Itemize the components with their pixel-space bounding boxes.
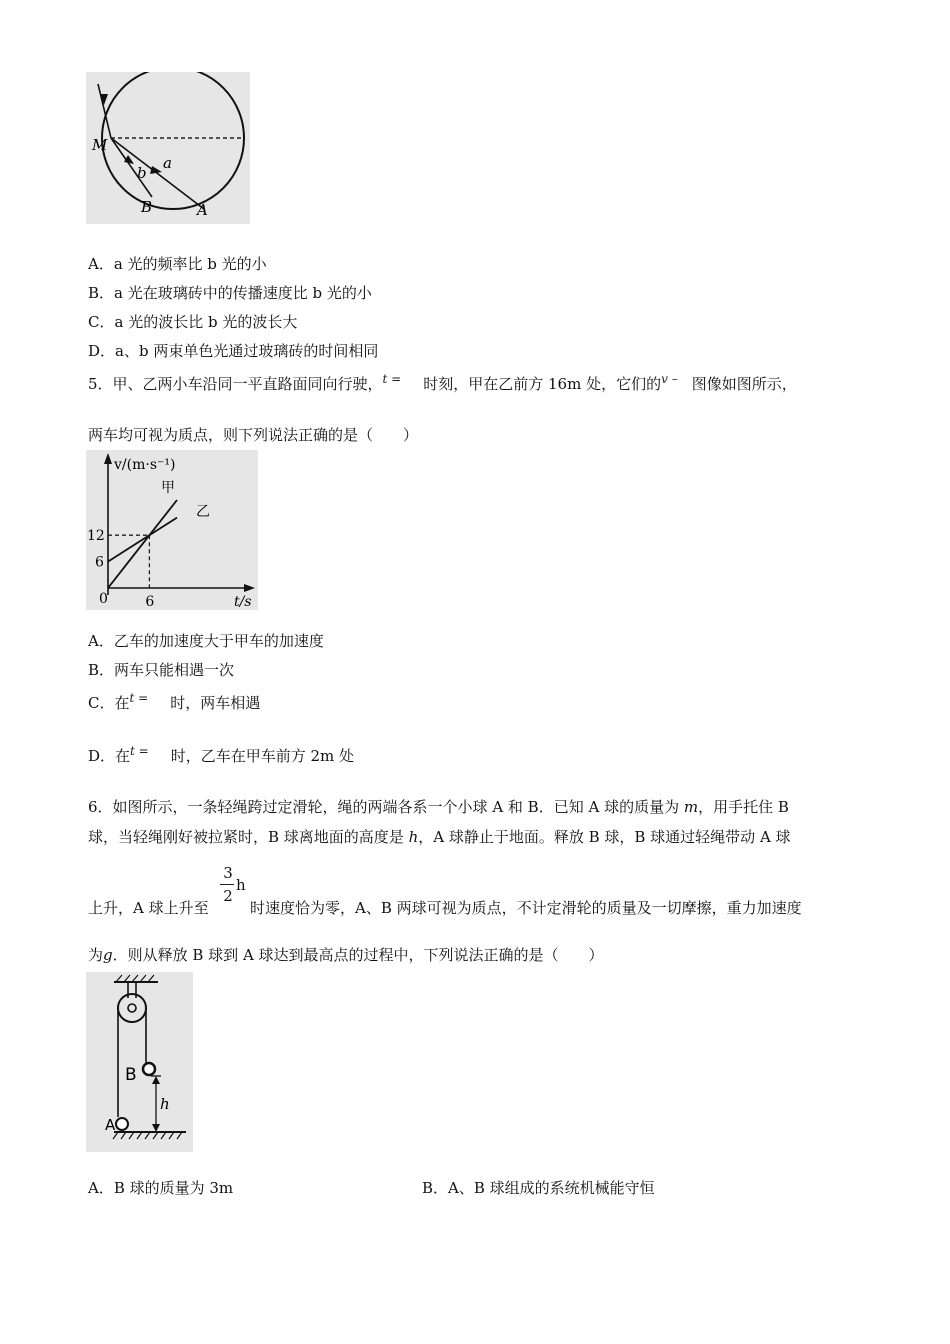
height-arrow-top bbox=[152, 1076, 160, 1084]
y-tick-6: 6 bbox=[95, 554, 104, 571]
arrow-a bbox=[150, 166, 162, 174]
label-ball-B: B bbox=[125, 1065, 137, 1085]
legend-yi: 乙 bbox=[196, 504, 210, 520]
series-jia-line bbox=[108, 500, 177, 588]
q6-stem-line1-end: ，用手托住 B bbox=[698, 798, 789, 816]
y-axis-arrow bbox=[104, 453, 112, 464]
q5-option-d-suffix: 时，乙车在甲车前方 2m 处 bbox=[170, 747, 355, 765]
symbol-t-d: t = bbox=[130, 744, 149, 758]
legend-jia: 甲 bbox=[161, 480, 175, 496]
q4-option-b: B．a 光在玻璃砖中的传播速度比 b 光的小 bbox=[88, 284, 372, 302]
fraction-h: h bbox=[236, 876, 246, 894]
y-tick-12: 12 bbox=[87, 528, 105, 545]
q5-option-c-suffix: 时，两车相遇 bbox=[170, 694, 261, 712]
q5-option-b: B．两车只能相遇一次 bbox=[88, 661, 235, 679]
label-M: M bbox=[92, 136, 108, 154]
q6-option-a: A．B 球的质量为 3m bbox=[88, 1179, 234, 1197]
label-A: A bbox=[197, 201, 208, 219]
ball-B bbox=[143, 1063, 155, 1075]
q6-stem-line1 bbox=[88, 797, 789, 817]
label-ball-A: A bbox=[105, 1116, 116, 1134]
q6-stem-line2 bbox=[88, 827, 791, 847]
q6-option-b: B．A、B 球组成的系统机械能守恒 bbox=[422, 1179, 655, 1197]
ceiling-hatch bbox=[116, 975, 154, 982]
series-yi-line bbox=[108, 518, 177, 562]
variable-g: g bbox=[103, 946, 113, 964]
x-axis-label: t/s bbox=[234, 594, 252, 610]
label-B: B bbox=[141, 198, 153, 216]
ray-a bbox=[111, 138, 204, 209]
height-arrow-bottom bbox=[152, 1124, 160, 1132]
label-b: b bbox=[137, 164, 147, 182]
q5-stem-line2: 两车均可视为质点，则下列说法正确的是（ ） bbox=[88, 426, 419, 444]
y-axis-label: v/(m·s⁻¹) bbox=[114, 457, 176, 473]
q5-option-a: A．乙车的加速度大于甲车的加速度 bbox=[88, 632, 324, 650]
fraction-denominator: 2 bbox=[223, 887, 233, 905]
q6-stem-line2-b: ，A 球静止于地面。释放 B 球，B 球通过轻绳带动 A 球 bbox=[418, 828, 791, 846]
x-tick-6: 6 bbox=[145, 594, 155, 610]
fraction-bar bbox=[220, 884, 234, 885]
q5-stem-part3: 图像如图所示， bbox=[691, 375, 797, 393]
q6-stem-line4 bbox=[88, 945, 604, 965]
q5-stem-line1 bbox=[88, 374, 797, 395]
x-axis-arrow bbox=[244, 584, 255, 592]
symbol-t-c: t = bbox=[129, 691, 149, 705]
q5-stem-part1: 5．甲、乙两小车沿同一平直路面同向行驶， bbox=[88, 375, 383, 393]
vt-chart bbox=[86, 450, 258, 610]
x-tick-0: 0 bbox=[99, 591, 108, 607]
q5-stem-part2: 时刻，甲在乙前方 16m 处，它们的 bbox=[423, 375, 662, 393]
fraction-numerator: 3 bbox=[223, 864, 233, 882]
pulley-figure bbox=[86, 972, 193, 1152]
ground-hatch bbox=[113, 1132, 182, 1139]
symbol-v: v – bbox=[661, 372, 678, 386]
q4-option-c: C．a 光的波长比 b 光的波长大 bbox=[88, 313, 298, 331]
q6-stem-line3a: 上升，A 球上升至 bbox=[88, 899, 209, 917]
q4-option-d: D．a、b 两束单色光通过玻璃砖的时间相同 bbox=[88, 342, 379, 360]
q6-stem-line4-a: 为 bbox=[88, 946, 104, 964]
q6-stem-line2-a: 球，当轻绳刚好被拉紧时，B 球离地面的高度是 bbox=[88, 828, 409, 846]
q5-option-c-prefix: C．在 bbox=[88, 694, 130, 712]
symbol-t: t = bbox=[382, 372, 402, 386]
q6-stem-line4-b: ．则从释放 B 球到 A 球达到最高点的过程中，下列说法正确的是（ ） bbox=[112, 946, 604, 964]
arrow-b bbox=[124, 155, 134, 164]
q4-option-a: A．a 光的频率比 b 光的小 bbox=[88, 255, 267, 273]
q5-option-d-prefix: D．在 bbox=[88, 747, 131, 765]
ball-A bbox=[116, 1118, 128, 1130]
q5-option-d bbox=[88, 746, 354, 767]
pulley-axle bbox=[128, 1004, 136, 1012]
glass-sphere-figure bbox=[86, 72, 250, 224]
q6-stem-line3b: 时速度恰为零，A、B 两球可视为质点，不计定滑轮的质量及一切摩擦，重力加速度 bbox=[250, 899, 802, 917]
q6-stem-line1-text: 6．如图所示，一条轻绳跨过定滑轮，绳的两端各系一个小球 A 和 B．已知 A 球的质量为 bbox=[88, 798, 684, 816]
variable-m: m bbox=[683, 798, 699, 816]
pulley-wheel bbox=[118, 994, 146, 1022]
label-a: a bbox=[163, 154, 172, 172]
incident-ray bbox=[98, 84, 111, 138]
sphere-outline bbox=[102, 72, 244, 209]
variable-h: h bbox=[408, 828, 419, 846]
q5-option-c bbox=[88, 693, 260, 714]
label-height-h: h bbox=[160, 1095, 170, 1113]
